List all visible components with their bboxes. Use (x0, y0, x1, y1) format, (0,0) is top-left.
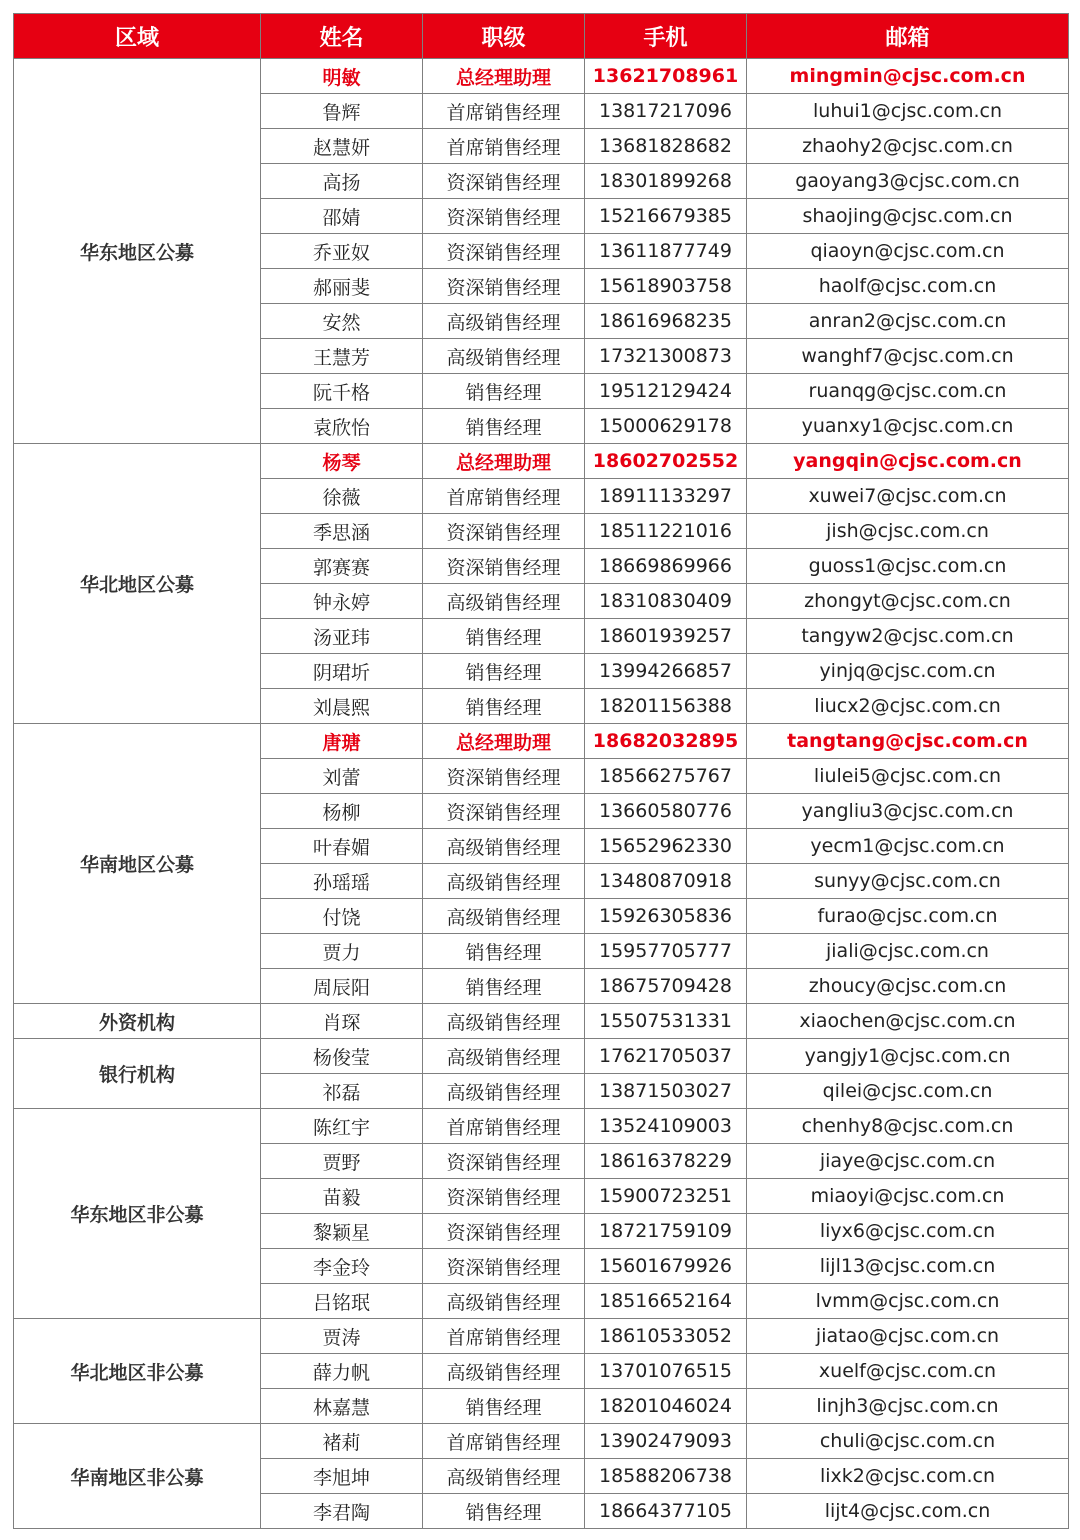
name-cell: 季思涵 (261, 514, 423, 549)
email-cell: tangtang@cjsc.com.cn (747, 724, 1069, 759)
phone-cell: 15900723251 (585, 1179, 747, 1214)
table-row (14, 1109, 1069, 1144)
title-cell: 高级销售经理 (423, 829, 585, 864)
phone-cell: 13817217096 (585, 94, 747, 129)
email-cell: mingmin@cjsc.com.cn (747, 59, 1069, 94)
email-cell: liucx2@cjsc.com.cn (747, 689, 1069, 724)
title-cell: 资深销售经理 (423, 794, 585, 829)
title-cell: 高级销售经理 (423, 1354, 585, 1389)
header-email: 邮箱 (747, 14, 1069, 59)
header-region: 区域 (14, 14, 261, 59)
email-cell: yecm1@cjsc.com.cn (747, 829, 1069, 864)
table-row (14, 724, 1069, 759)
phone-cell: 15618903758 (585, 269, 747, 304)
table-row (14, 444, 1069, 479)
phone-cell: 18310830409 (585, 584, 747, 619)
phone-cell: 15601679926 (585, 1249, 747, 1284)
email-cell: jiaye@cjsc.com.cn (747, 1144, 1069, 1179)
email-cell: xuwei7@cjsc.com.cn (747, 479, 1069, 514)
name-cell: 黎颖星 (261, 1214, 423, 1249)
email-cell: haolf@cjsc.com.cn (747, 269, 1069, 304)
title-cell: 资深销售经理 (423, 549, 585, 584)
phone-cell: 17621705037 (585, 1039, 747, 1074)
name-cell: 薛力帆 (261, 1354, 423, 1389)
email-cell: yangqin@cjsc.com.cn (747, 444, 1069, 479)
name-cell: 唐瑭 (261, 724, 423, 759)
title-cell: 资深销售经理 (423, 514, 585, 549)
phone-cell: 13701076515 (585, 1354, 747, 1389)
phone-cell: 18301899268 (585, 164, 747, 199)
name-cell: 郝丽斐 (261, 269, 423, 304)
email-cell: zhongyt@cjsc.com.cn (747, 584, 1069, 619)
email-cell: luhui1@cjsc.com.cn (747, 94, 1069, 129)
title-cell: 高级销售经理 (423, 899, 585, 934)
name-cell: 陈红宇 (261, 1109, 423, 1144)
phone-cell: 18664377105 (585, 1494, 747, 1529)
contact-table-container (13, 13, 1068, 1529)
phone-cell: 18588206738 (585, 1459, 747, 1494)
title-cell: 资深销售经理 (423, 269, 585, 304)
name-cell: 杨柳 (261, 794, 423, 829)
email-cell: lijt4@cjsc.com.cn (747, 1494, 1069, 1529)
name-cell: 刘蕾 (261, 759, 423, 794)
phone-cell: 13611877749 (585, 234, 747, 269)
title-cell: 资深销售经理 (423, 1214, 585, 1249)
name-cell: 李金玲 (261, 1249, 423, 1284)
phone-cell: 13681828682 (585, 129, 747, 164)
phone-cell: 18511221016 (585, 514, 747, 549)
phone-cell: 15957705777 (585, 934, 747, 969)
title-cell: 高级销售经理 (423, 1004, 585, 1039)
phone-cell: 18682032895 (585, 724, 747, 759)
name-cell: 李旭坤 (261, 1459, 423, 1494)
email-cell: tangyw2@cjsc.com.cn (747, 619, 1069, 654)
header-name: 姓名 (261, 14, 423, 59)
email-cell: shaojing@cjsc.com.cn (747, 199, 1069, 234)
email-cell: yuanxy1@cjsc.com.cn (747, 409, 1069, 444)
name-cell: 安然 (261, 304, 423, 339)
phone-cell: 18610533052 (585, 1319, 747, 1354)
phone-cell: 18616968235 (585, 304, 747, 339)
phone-cell: 18911133297 (585, 479, 747, 514)
name-cell: 邵婧 (261, 199, 423, 234)
title-cell: 首席销售经理 (423, 1319, 585, 1354)
phone-cell: 18516652164 (585, 1284, 747, 1319)
phone-cell: 15216679385 (585, 199, 747, 234)
title-cell: 总经理助理 (423, 724, 585, 759)
table-body (14, 59, 1069, 1529)
table-row (14, 1039, 1069, 1074)
title-cell: 销售经理 (423, 1389, 585, 1424)
title-cell: 销售经理 (423, 934, 585, 969)
email-cell: jiali@cjsc.com.cn (747, 934, 1069, 969)
phone-cell: 19512129424 (585, 374, 747, 409)
title-cell: 资深销售经理 (423, 164, 585, 199)
header-phone: 手机 (585, 14, 747, 59)
name-cell: 孙瑶瑶 (261, 864, 423, 899)
name-cell: 高扬 (261, 164, 423, 199)
email-cell: linjh3@cjsc.com.cn (747, 1389, 1069, 1424)
name-cell: 付饶 (261, 899, 423, 934)
region-cell: 外资机构 (14, 1004, 261, 1039)
name-cell: 褚莉 (261, 1424, 423, 1459)
email-cell: jish@cjsc.com.cn (747, 514, 1069, 549)
email-cell: zhaohy2@cjsc.com.cn (747, 129, 1069, 164)
name-cell: 贾力 (261, 934, 423, 969)
email-cell: chenhy8@cjsc.com.cn (747, 1109, 1069, 1144)
phone-cell: 13621708961 (585, 59, 747, 94)
phone-cell: 13660580776 (585, 794, 747, 829)
name-cell: 徐薇 (261, 479, 423, 514)
phone-cell: 15000629178 (585, 409, 747, 444)
name-cell: 王慧芳 (261, 339, 423, 374)
phone-cell: 15652962330 (585, 829, 747, 864)
title-cell: 高级销售经理 (423, 1074, 585, 1109)
email-cell: lvmm@cjsc.com.cn (747, 1284, 1069, 1319)
region-cell: 华北地区非公募 (14, 1319, 261, 1424)
name-cell: 钟永婷 (261, 584, 423, 619)
phone-cell: 18201046024 (585, 1389, 747, 1424)
name-cell: 贾涛 (261, 1319, 423, 1354)
title-cell: 销售经理 (423, 969, 585, 1004)
phone-cell: 18566275767 (585, 759, 747, 794)
header-title: 职级 (423, 14, 585, 59)
phone-cell: 18616378229 (585, 1144, 747, 1179)
email-cell: yinjq@cjsc.com.cn (747, 654, 1069, 689)
phone-cell: 13871503027 (585, 1074, 747, 1109)
name-cell: 周辰阳 (261, 969, 423, 1004)
title-cell: 资深销售经理 (423, 1179, 585, 1214)
email-cell: liulei5@cjsc.com.cn (747, 759, 1069, 794)
name-cell: 林嘉慧 (261, 1389, 423, 1424)
phone-cell: 13994266857 (585, 654, 747, 689)
name-cell: 乔亚奴 (261, 234, 423, 269)
phone-cell: 13524109003 (585, 1109, 747, 1144)
email-cell: yangjy1@cjsc.com.cn (747, 1039, 1069, 1074)
email-cell: wanghf7@cjsc.com.cn (747, 339, 1069, 374)
title-cell: 高级销售经理 (423, 339, 585, 374)
phone-cell: 15926305836 (585, 899, 747, 934)
email-cell: xuelf@cjsc.com.cn (747, 1354, 1069, 1389)
title-cell: 高级销售经理 (423, 864, 585, 899)
name-cell: 贾野 (261, 1144, 423, 1179)
phone-cell: 13480870918 (585, 864, 747, 899)
name-cell: 吕铭珉 (261, 1284, 423, 1319)
name-cell: 明敏 (261, 59, 423, 94)
email-cell: sunyy@cjsc.com.cn (747, 864, 1069, 899)
phone-cell: 18201156388 (585, 689, 747, 724)
table-row (14, 59, 1069, 94)
title-cell: 销售经理 (423, 374, 585, 409)
phone-cell: 17321300873 (585, 339, 747, 374)
name-cell: 袁欣怡 (261, 409, 423, 444)
title-cell: 高级销售经理 (423, 1039, 585, 1074)
region-cell: 华北地区公募 (14, 444, 261, 724)
table-row (14, 1004, 1069, 1039)
title-cell: 总经理助理 (423, 444, 585, 479)
title-cell: 高级销售经理 (423, 1284, 585, 1319)
email-cell: guoss1@cjsc.com.cn (747, 549, 1069, 584)
name-cell: 鲁辉 (261, 94, 423, 129)
title-cell: 资深销售经理 (423, 759, 585, 794)
email-cell: qilei@cjsc.com.cn (747, 1074, 1069, 1109)
title-cell: 资深销售经理 (423, 199, 585, 234)
name-cell: 叶春媚 (261, 829, 423, 864)
region-cell: 华东地区非公募 (14, 1109, 261, 1319)
title-cell: 销售经理 (423, 409, 585, 444)
email-cell: miaoyi@cjsc.com.cn (747, 1179, 1069, 1214)
email-cell: furao@cjsc.com.cn (747, 899, 1069, 934)
title-cell: 销售经理 (423, 1494, 585, 1529)
phone-cell: 18669869966 (585, 549, 747, 584)
phone-cell: 18602702552 (585, 444, 747, 479)
email-cell: gaoyang3@cjsc.com.cn (747, 164, 1069, 199)
name-cell: 肖琛 (261, 1004, 423, 1039)
email-cell: zhoucy@cjsc.com.cn (747, 969, 1069, 1004)
name-cell: 苗毅 (261, 1179, 423, 1214)
email-cell: liyx6@cjsc.com.cn (747, 1214, 1069, 1249)
title-cell: 首席销售经理 (423, 1109, 585, 1144)
email-cell: yangliu3@cjsc.com.cn (747, 794, 1069, 829)
title-cell: 资深销售经理 (423, 1144, 585, 1179)
email-cell: lijl13@cjsc.com.cn (747, 1249, 1069, 1284)
phone-cell: 15507531331 (585, 1004, 747, 1039)
region-cell: 银行机构 (14, 1039, 261, 1109)
title-cell: 高级销售经理 (423, 1459, 585, 1494)
table-row (14, 1319, 1069, 1354)
name-cell: 郭赛赛 (261, 549, 423, 584)
header-row (14, 14, 1069, 59)
email-cell: xiaochen@cjsc.com.cn (747, 1004, 1069, 1039)
table-row (14, 1424, 1069, 1459)
region-cell: 华南地区公募 (14, 724, 261, 1004)
title-cell: 首席销售经理 (423, 129, 585, 164)
name-cell: 李君陶 (261, 1494, 423, 1529)
phone-cell: 18721759109 (585, 1214, 747, 1249)
email-cell: chuli@cjsc.com.cn (747, 1424, 1069, 1459)
name-cell: 刘晨熙 (261, 689, 423, 724)
name-cell: 杨琴 (261, 444, 423, 479)
contact-table (13, 13, 1069, 1529)
name-cell: 阴珺圻 (261, 654, 423, 689)
name-cell: 杨俊莹 (261, 1039, 423, 1074)
email-cell: ruanqg@cjsc.com.cn (747, 374, 1069, 409)
title-cell: 资深销售经理 (423, 1249, 585, 1284)
region-cell: 华南地区非公募 (14, 1424, 261, 1529)
region-cell: 华东地区公募 (14, 59, 261, 444)
phone-cell: 18675709428 (585, 969, 747, 1004)
title-cell: 首席销售经理 (423, 479, 585, 514)
title-cell: 资深销售经理 (423, 234, 585, 269)
name-cell: 赵慧妍 (261, 129, 423, 164)
title-cell: 销售经理 (423, 619, 585, 654)
title-cell: 总经理助理 (423, 59, 585, 94)
email-cell: jiatao@cjsc.com.cn (747, 1319, 1069, 1354)
title-cell: 首席销售经理 (423, 94, 585, 129)
email-cell: lixk2@cjsc.com.cn (747, 1459, 1069, 1494)
name-cell: 祁磊 (261, 1074, 423, 1109)
title-cell: 高级销售经理 (423, 584, 585, 619)
phone-cell: 18601939257 (585, 619, 747, 654)
name-cell: 汤亚玮 (261, 619, 423, 654)
name-cell: 阮千格 (261, 374, 423, 409)
title-cell: 销售经理 (423, 654, 585, 689)
title-cell: 高级销售经理 (423, 304, 585, 339)
email-cell: qiaoyn@cjsc.com.cn (747, 234, 1069, 269)
phone-cell: 13902479093 (585, 1424, 747, 1459)
title-cell: 销售经理 (423, 689, 585, 724)
email-cell: anran2@cjsc.com.cn (747, 304, 1069, 339)
title-cell: 首席销售经理 (423, 1424, 585, 1459)
